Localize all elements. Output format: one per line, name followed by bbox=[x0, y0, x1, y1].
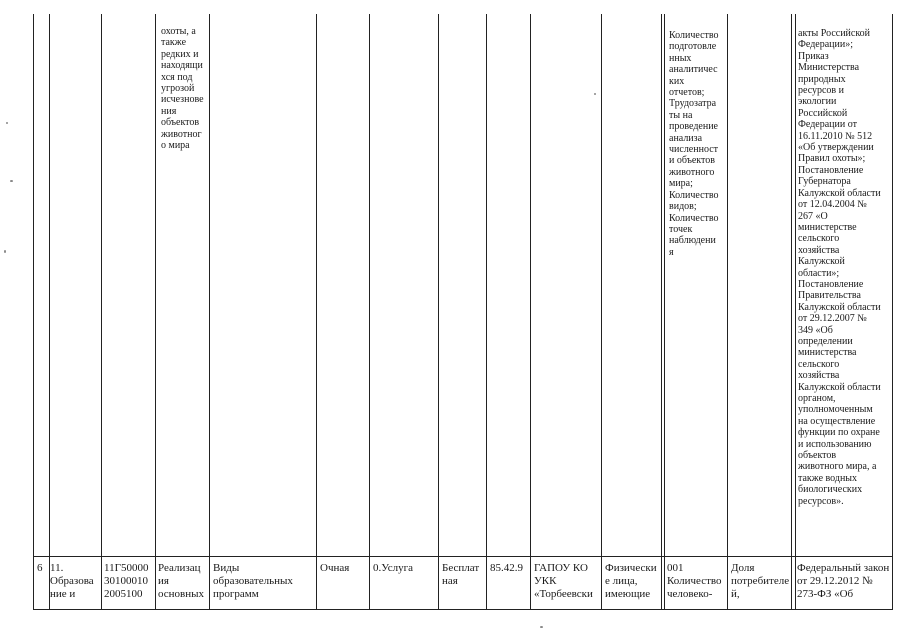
top-row-col12-text: Количество подготовле нных аналитичес ких отчетов; Трудозатра ты на проведение анализа численност и объектов животного мира; Количество видов; Количество точек наблюдени я bbox=[669, 30, 719, 258]
cell-program-types: Виды образовательных программ bbox=[213, 562, 293, 600]
table-border-line bbox=[727, 14, 728, 610]
table-border-line bbox=[101, 14, 102, 610]
scan-speck bbox=[10, 180, 13, 182]
top-row-col14-text: акты Российской Федерации»; Приказ Министерства природных ресурсов и экологии Российской Федерации от 16.11.2010 № 512 «Об утверждении Правил охоты»; Постановление Губернатора Калужской области от 12.04.2004 № 267 «О министерстве сельского хозяйства Калужской области»; Постановление Правительства Калужской области от 29.12.2007 № 349 «Об определении министерства сельского хозяйства Калужской области органом, уполномоченным на осуществление функции по охране и использованию объектов животного мира, а также водных биологических ресурсов». bbox=[798, 28, 881, 507]
scan-speck bbox=[540, 626, 543, 628]
cell-form: Очная bbox=[320, 562, 350, 574]
table-border-line bbox=[892, 14, 893, 610]
table-border-line bbox=[209, 14, 210, 610]
cell-volume-indicator: 001 Количество человеко- bbox=[667, 562, 722, 600]
scan-speck bbox=[6, 122, 8, 124]
table-border-line bbox=[438, 14, 439, 610]
table-border-line bbox=[795, 14, 796, 610]
cell-type: 0.Услуга bbox=[373, 562, 413, 574]
table-border-line bbox=[316, 14, 317, 610]
cell-registry-code: 11Г50000 30100010 2005100 bbox=[104, 562, 149, 600]
cell-category: 11. Образова ние и bbox=[50, 562, 94, 600]
cell-payment: Бесплат ная bbox=[442, 562, 480, 587]
table-border-line bbox=[661, 14, 662, 610]
table-border-line bbox=[155, 14, 156, 610]
row-separator-line bbox=[33, 556, 893, 557]
cell-institution: ГАПОУ КО УКК «Торбеевски bbox=[534, 562, 593, 600]
cell-quality-indicator: Доля потребителе й, bbox=[731, 562, 790, 600]
cell-okved: 85.42.9 bbox=[490, 562, 523, 574]
table-border-line bbox=[486, 14, 487, 610]
top-row-col3-text: охоты, а также редких и находящи хся под угрозой исчезнове ния объектов животног о мира bbox=[161, 26, 204, 152]
cell-consumers: Физически е лица, имеющие bbox=[605, 562, 657, 600]
cell-legal-basis: Федеральный закон от 29.12.2012 № 273-ФЗ «Об bbox=[797, 562, 890, 600]
scan-speck bbox=[4, 250, 6, 253]
table-bottom-line bbox=[33, 609, 893, 610]
row-number: 6 bbox=[37, 562, 43, 574]
cell-service-name: Реализац ия основных bbox=[158, 562, 205, 600]
table-border-line bbox=[530, 14, 531, 610]
table-border-line bbox=[369, 14, 370, 610]
table-border-line bbox=[49, 14, 50, 610]
table-border-line bbox=[664, 14, 665, 610]
scan-speck bbox=[594, 93, 596, 95]
table-border-line bbox=[33, 14, 34, 610]
table-border-line bbox=[791, 14, 792, 610]
table-border-line bbox=[601, 14, 602, 610]
